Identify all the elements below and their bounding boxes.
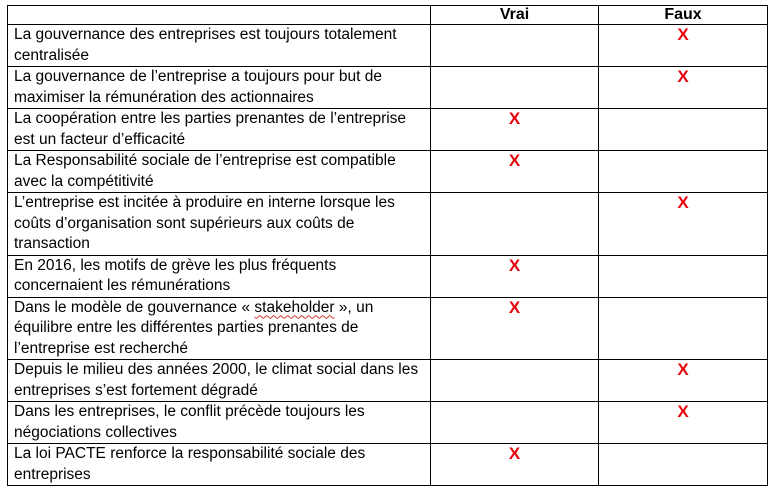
faux-cell[interactable] (599, 255, 768, 297)
statement-cell: La loi PACTE renforce la responsabilité sociale des entreprises (8, 444, 431, 486)
vrai-cell[interactable] (431, 193, 599, 256)
header-statement (8, 6, 431, 25)
x-mark-icon: X (677, 360, 689, 379)
table-row (8, 151, 768, 193)
statement-cell: La Responsabilité sociale de l’entreprise est compatible avec la compétitivité (8, 151, 431, 193)
statement-cell (8, 297, 431, 360)
faux-cell[interactable] (599, 151, 768, 193)
vrai-cell[interactable] (431, 25, 599, 67)
header-vrai: Vrai (431, 6, 599, 25)
vrai-cell[interactable] (431, 402, 599, 444)
vrai-cell[interactable] (431, 444, 599, 486)
faux-cell[interactable] (599, 444, 768, 486)
x-mark-icon: X (677, 67, 689, 86)
vrai-cell[interactable] (431, 67, 599, 109)
statement-cell: Dans les entreprises, le conflit précède toujours les négociations collectives (8, 402, 431, 444)
x-mark-icon: X (677, 193, 689, 212)
x-mark-icon: X (508, 151, 521, 170)
table-row (8, 255, 768, 297)
true-false-table (7, 5, 768, 486)
faux-cell[interactable] (599, 360, 768, 402)
spellcheck-word: stakeholder (254, 298, 335, 316)
vrai-cell[interactable] (431, 297, 599, 360)
faux-cell[interactable] (599, 193, 768, 256)
statement-text-before: Dans le modèle de gouvernance « (14, 298, 255, 316)
x-mark-icon: X (508, 444, 521, 463)
table-row (8, 297, 768, 360)
statement-cell: L’entreprise est incitée à produire en interne lorsque les coûts d’organisation sont supérieurs aux coûts de transaction (8, 193, 431, 256)
table-row (8, 444, 768, 486)
table-row (8, 360, 768, 402)
header-row (8, 6, 768, 25)
x-mark-icon: X (508, 297, 521, 317)
x-mark-icon: X (677, 402, 689, 421)
statement-cell: En 2016, les motifs de grève les plus fréquents concernaient les rémunérations (8, 255, 431, 297)
faux-cell[interactable] (599, 402, 768, 444)
statement-cell: La coopération entre les parties prenantes de l’entreprise est un facteur d’efficacité (8, 109, 431, 151)
header-faux: Faux (599, 6, 768, 25)
table-row (8, 67, 768, 109)
table-row (8, 402, 768, 444)
faux-cell[interactable] (599, 109, 768, 151)
faux-cell[interactable] (599, 25, 768, 67)
vrai-cell[interactable] (431, 360, 599, 402)
vrai-cell[interactable] (431, 255, 599, 297)
statement-cell: Depuis le milieu des années 2000, le climat social dans les entreprises s’est fortement dégradé (8, 360, 431, 402)
vrai-cell[interactable] (431, 151, 599, 193)
x-mark-icon: X (677, 25, 689, 44)
table-row (8, 25, 768, 67)
statement-cell: La gouvernance de l’entreprise a toujours pour but de maximiser la rémunération des actionnaires (8, 67, 431, 109)
faux-cell[interactable] (599, 297, 768, 360)
statement-text-after: », un équilibre entre les différentes parties prenantes de l’entreprise est recherché (14, 298, 374, 357)
faux-cell[interactable] (599, 67, 768, 109)
statement-cell: La gouvernance des entreprises est toujours totalement centralisée (8, 25, 431, 67)
table-row (8, 109, 768, 151)
x-mark-icon: X (508, 109, 521, 128)
vrai-cell[interactable] (431, 109, 599, 151)
x-mark-icon: X (508, 255, 521, 275)
table-row (8, 193, 768, 256)
